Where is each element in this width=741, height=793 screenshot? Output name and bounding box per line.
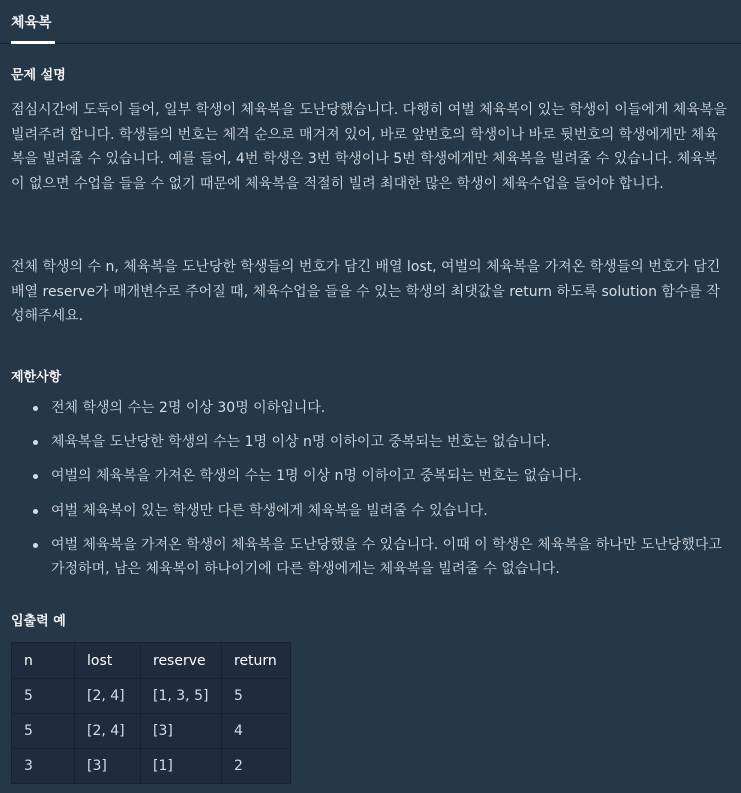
bullet-icon	[33, 543, 38, 548]
tab-bar	[0, 0, 741, 44]
table-cell: 4	[222, 714, 291, 749]
table-cell: 5	[12, 714, 75, 749]
bullet-icon	[33, 509, 38, 514]
bullet-icon	[33, 406, 38, 411]
table-cell: [2, 4]	[75, 679, 141, 714]
limit-item-text: 여벌 체육복이 있는 학생만 다른 학생에게 체육복을 빌려줄 수 있습니다.	[51, 502, 488, 519]
bullet-icon	[33, 474, 38, 479]
tab-problem[interactable]: 체육복	[11, 14, 52, 31]
table-cell: [1]	[141, 749, 222, 784]
limit-item	[11, 499, 727, 524]
table-row	[12, 679, 291, 714]
problem-paragraph-2: 전체 학생의 수 n, 체육복을 도난당한 학생들의 번호가 담긴 배열 lost, 여벌의 체육복을 가져온 학생들의 번호가 담긴 배열 reserve가 매개변수로 주어질 때, 체육수업을 들을 수 있는 학생의 최댓값을 return 하도록 solution 함수를 작성해주세요.	[11, 259, 721, 325]
limit-item	[11, 464, 727, 489]
table-cell: 2	[222, 749, 291, 784]
limit-item-text: 여벌의 체육복을 가져온 학생의 수는 1명 이상 n명 이하이고 중복되는 번호는 없습니다.	[51, 468, 582, 485]
table-cell: 3	[12, 749, 75, 784]
table-cell: [3]	[75, 749, 141, 784]
column-header-return: return	[222, 643, 291, 679]
limit-item-text: 전체 학생의 수는 2명 이상 30명 이하입니다.	[51, 400, 326, 416]
limit-item-text: 체육복을 도난당한 학생의 수는 1명 이상 n명 이하이고 중복되는 번호는 없습니다.	[51, 434, 551, 451]
limits-heading: 제한사항	[11, 370, 62, 385]
limit-item	[11, 396, 727, 421]
table-cell: [3]	[141, 714, 222, 749]
problem-paragraph-1: 점심시간에 도둑이 들어, 일부 학생이 체육복을 도난당했습니다. 다행히 여벌 체육복이 있는 학생이 이들에게 체육복을 빌려주려 합니다. 학생들의 번호는 체격 순으로 매겨져 있어, 바로 앞번호의 학생이나 바로 뒷번호의 학생에게만 체육복을 빌려줄 수 있습니다. 예를 들어, 4번 학생은 3번 학생이나 5번 학생에게만 체육복을 빌려줄 수 있습니다. 체육복이 없으면 수업을 들을 수 없기 때문에 체육복을 적절히 빌려 최대한 많은 학생이 체육수업을 들어야 합니다.	[11, 102, 727, 192]
limit-item	[11, 430, 727, 455]
problem-description-heading: 문제 설명	[11, 68, 66, 83]
table-cell: 5	[222, 679, 291, 714]
active-tab-indicator	[11, 41, 55, 44]
column-header-reserve: reserve	[141, 643, 222, 679]
table-header-row	[12, 643, 291, 679]
io-example-table	[11, 642, 291, 784]
io-example-heading: 입출력 예	[11, 614, 66, 629]
bullet-icon	[33, 440, 38, 445]
table-cell: [2, 4]	[75, 714, 141, 749]
column-header-n: n	[12, 643, 75, 679]
column-header-lost: lost	[75, 643, 141, 679]
table-cell: 5	[12, 679, 75, 714]
limits-list	[11, 396, 727, 592]
table-cell: [1, 3, 5]	[141, 679, 222, 714]
limit-item-text: 여벌 체육복을 가져온 학생이 체육복을 도난당했을 수 있습니다. 이때 이 학생은 체육복을 하나만 도난당했다고 가정하며, 남은 체육복이 하나이기에 다른 학생에게는 체육복을 빌려줄 수 없습니다.	[51, 536, 722, 578]
limit-item	[11, 533, 727, 582]
table-row	[12, 749, 291, 784]
table-row	[12, 714, 291, 749]
